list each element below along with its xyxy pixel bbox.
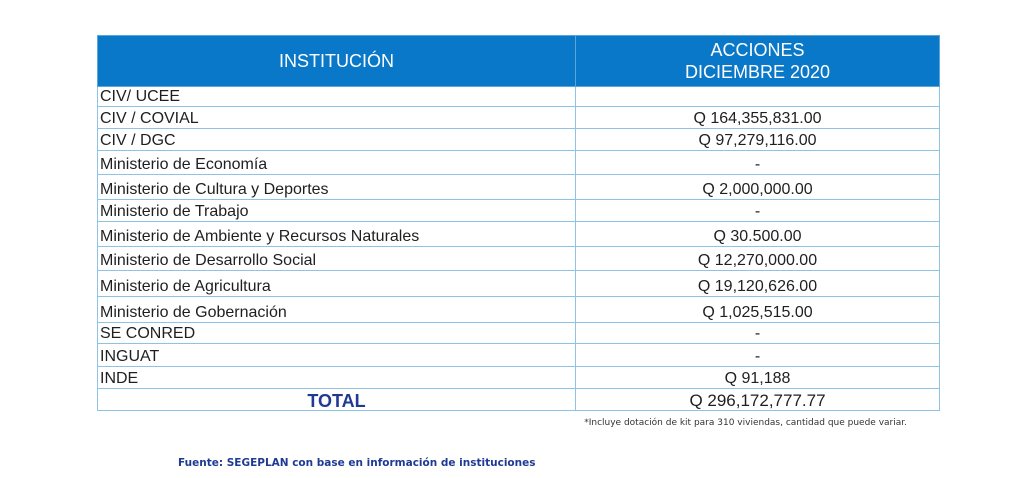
amount-cell: Q 19,120,626.00	[576, 271, 940, 297]
amount-cell: Q 30.500.00	[576, 222, 940, 247]
table-header-row	[98, 36, 940, 87]
amount-cell	[576, 87, 940, 107]
table-row	[98, 151, 940, 175]
institution-cell: Ministerio de Ambiente y Recursos Naturales	[98, 222, 576, 247]
institution-cell: CIV / DGC	[98, 129, 576, 151]
institution-cell: INDE	[98, 367, 576, 389]
header-actions-line1: ACCIONES	[710, 40, 805, 60]
table-row	[98, 367, 940, 389]
amount-cell: Q 12,270,000.00	[576, 247, 940, 271]
header-institution: INSTITUCIÓN	[98, 36, 576, 87]
amount-cell: Q 91,188	[576, 367, 940, 389]
total-row	[98, 389, 940, 411]
table-row	[98, 323, 940, 344]
institution-cell: CIV/ UCEE	[98, 87, 576, 107]
institution-cell: Ministerio de Gobernación	[98, 297, 576, 323]
table-row	[98, 222, 940, 247]
amount-cell: -	[576, 323, 940, 344]
actions-table	[97, 35, 940, 411]
amount-cell: Q 164,355,831.00	[576, 107, 940, 129]
amount-cell: -	[576, 151, 940, 175]
table-row	[98, 87, 940, 107]
total-amount: Q 296,172,777.77	[576, 389, 940, 411]
amount-cell: Q 1,025,515.00	[576, 297, 940, 323]
header-actions-line2: DICIEMBRE 2020	[684, 62, 831, 82]
footnote: *Incluye dotación de kit para 310 viviendas, cantidad que puede variar.	[584, 418, 907, 428]
table-row	[98, 200, 940, 222]
institution-cell: Ministerio de Desarrollo Social	[98, 247, 576, 271]
table-row	[98, 344, 940, 367]
amount-cell: Q 97,279,116.00	[576, 129, 940, 151]
table-row	[98, 175, 940, 200]
total-label: TOTAL	[98, 389, 576, 411]
table-row	[98, 247, 940, 271]
amount-cell: -	[576, 344, 940, 367]
institution-cell: INGUAT	[98, 344, 576, 367]
institution-cell: CIV / COVIAL	[98, 107, 576, 129]
institution-cell: Ministerio de Economía	[98, 151, 576, 175]
table-row	[98, 129, 940, 151]
table-row	[98, 297, 940, 323]
institution-cell: Ministerio de Agricultura	[98, 271, 576, 297]
institution-cell: SE CONRED	[98, 323, 576, 344]
header-actions	[576, 36, 940, 87]
institution-cell: Ministerio de Cultura y Deportes	[98, 175, 576, 200]
amount-cell: -	[576, 200, 940, 222]
amount-cell: Q 2,000,000.00	[576, 175, 940, 200]
institution-cell: Ministerio de Trabajo	[98, 200, 576, 222]
table-row	[98, 271, 940, 297]
table-row	[98, 107, 940, 129]
source-note: Fuente: SEGEPLAN con base en información de instituciones	[178, 457, 536, 469]
